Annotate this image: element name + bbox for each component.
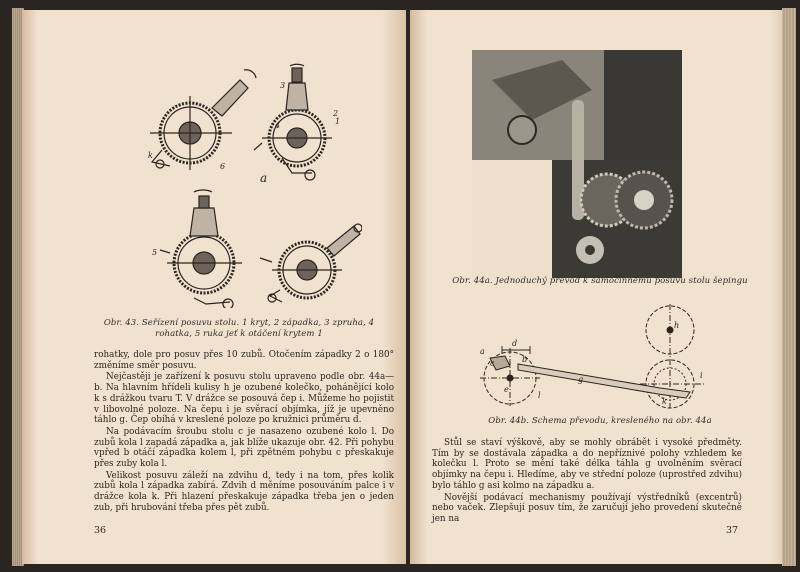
left-paragraph-2: Nejčastěji je zařízení k posuvu stolu upraveno podle obr. 44a—b. Na hlavním hřídeli kulisy h je ozubené kolečko, pohánějící kolo k s drážkou tvaru T. V drážce se posouvá čep i. Můžeme ho pojistit v libovolné poloze. Na čepu i je svěrací objímka, jíž je upevněno táhlo g. Čep obíhá v kreslené poloze po kružnici průměru d. (94, 372, 394, 426)
left-page (22, 10, 406, 564)
fig44b-label-d: d (512, 339, 518, 348)
fig44b-label-a: a (480, 347, 485, 356)
figure-44a-photo (472, 50, 682, 278)
fig44b-label-k: k (662, 397, 667, 406)
fig43-part-4: 4 (275, 121, 281, 130)
fig43-part-6: 6 (220, 162, 226, 171)
fig44b-label-c: c (490, 359, 495, 368)
left-paragraph-1: rohatky, dole pro posuv přes 10 zubů. Otočením západky 2 o 180° změníme směr posuvu. (94, 350, 394, 371)
figure-43-label-a: a (260, 171, 268, 185)
figure-43-ratchet-diagrams (132, 58, 362, 308)
fig44b-label-i: i (700, 371, 703, 380)
right-page-number: 37 (726, 525, 739, 536)
fig43-part-5: 5 (152, 248, 158, 257)
fig44b-label-b: b (522, 355, 528, 364)
right-paragraph-1: Stůl se staví výškově, aby se mohly obrábět i vysoké předměty. Tím by se dostávala západka a do nepříznivé polohy vzhledem ke kolečku l. Proto se mění také délka táhla g uvolněním svěrací objímky na čepu i. Hledíme, aby ve střední poloze (uprostřed zdvihu) bylo táhlo g asi kolmo na západku a. (432, 438, 742, 491)
photo-machine-illustration (472, 50, 682, 278)
fig44b-label-l: l (538, 391, 541, 400)
figure-44b-schema (460, 300, 730, 410)
fig44b-label-e: e (504, 385, 509, 394)
left-paragraph-3: Na podávacím šroubu stolu c je nasazeno ozubené kolo l. Do zubů kola l zapadá západka a, jak blíže ukazuje obr. 42. Při pohybu vpřed b otáčí západka kolem l, při zpětném pohybu c přeskakuje přes zuby kola l. (94, 426, 394, 470)
fig43-part-1: 1 (335, 117, 341, 126)
left-paragraph-4: Velikost posuvu záleží na zdvihu d, tedy i na tom, přes kolik zubů kola l západka zabírá. Zdvih d měníme posouváním palce i v drážce kola k. Při hlazení přeskakuje západka třeba jen o jeden zub, při hrubování třeba přes pět zubů. (94, 470, 394, 513)
figure-44a-caption: Obr. 44a. Jednoduchý převod k samočinnému posuvu stolu šepingu (452, 276, 748, 286)
fig44b-label-h: h (674, 321, 680, 330)
fig43-part-3: 3 (280, 81, 286, 90)
figure-44b-caption: Obr. 44b. Schema převodu, kresleného na obr. 44a (488, 416, 712, 426)
fig43-part-k: k (148, 151, 153, 160)
fig43-part-2: 2 (333, 109, 339, 118)
page-edge-right (782, 8, 796, 566)
right-paragraph-2: Novější podávací mechanismy používají výstředníků (excentrů) nebo vaček. Zlepšují posuv tím, že zaručují jeho provedení skutečně jen na (432, 492, 742, 524)
left-body-text (94, 350, 394, 515)
fig44b-label-g: g (578, 375, 584, 384)
figure-43-caption: Obr. 43. Seřízení posuvu stolu. 1 kryt, 2 západka, 3 zpruha, 4 rohatka, 5 ruka jeť k otáčení krytem 1 (103, 318, 375, 339)
left-page-number: 36 (94, 525, 107, 536)
right-page (410, 10, 782, 564)
right-body-text (432, 438, 742, 526)
